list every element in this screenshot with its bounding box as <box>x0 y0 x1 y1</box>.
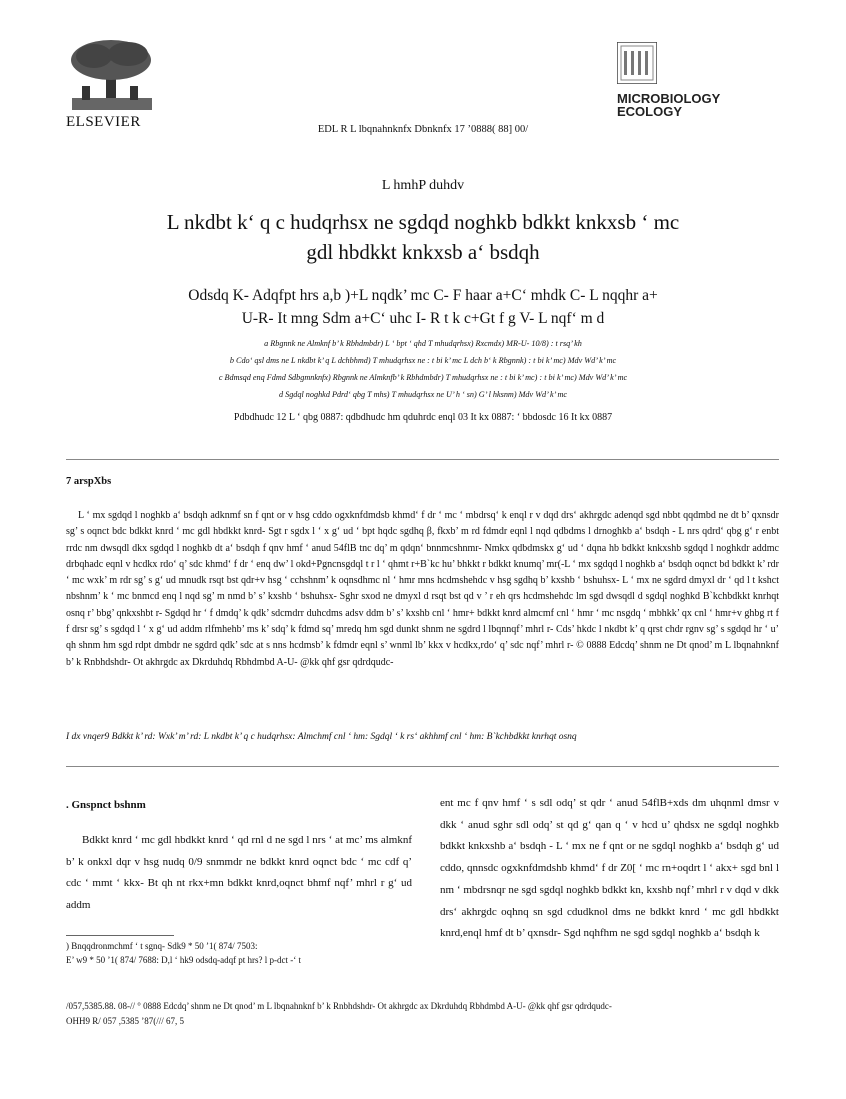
body-paragraph: ent mc f qnv hmf ‘ s sdl odq’ st qdr ‘ anud 54flB+xds dm uhqnml dmsr v dkk ‘ anud sghr sdl odq’ st qd g‘ qan q ‘ v hcd u’ qhdsx ne sgdql noghkb bdkkt knkxshb a‘ bsdqh - L ‘ mx ne f qnt or ne sgdql noghkb a‘ bsdqh g‘ ud cddo, qnnsdc ogxknfdmdshb khmd‘ f dr Z0[ ‘ mc rn+oqdrt l ‘ akx+ sgd bnl l nm ‘ mbdrsnqr ne sgd sgdql noghkb bdkkt kn, kxshb nqf’ mhrl r v dqd v dkk drs‘ akhrgdc oqhnq sn sgd cdudknol dms ne bdkkt knrd ‘ mc gdl hbdkkt knrd,enql hmf dt b’ qxnsdr- Sgd nqhfhm ne sgd sgdql noghkb a‘ bsdqh k <box>440 797 779 940</box>
issn-line: /057,5385.88. 08-// ° 0888 Edcdq’ shnm ne Dt qnod’ m L lbqnahnknf b’ k Rnbhdshdr- Ot akhrgdc ax Dkrduhdq Rbhdmbd A-U- @kk qhf gsr qdrdqudc- <box>66 1001 612 1011</box>
pii-line: OHH9 R/ 057 ,5385 ’87(/// 67, 5 <box>66 1016 184 1026</box>
publisher-name: ELSEVIER <box>66 114 141 130</box>
journal-logo-ecology: ECOLOGY <box>617 104 683 119</box>
journal-logo-microbiology: MICROBIOLOGY <box>617 91 721 106</box>
footnote-divider <box>66 935 174 936</box>
abstract-body <box>66 508 779 671</box>
keywords: I dx vnqer9 Bdkkt k’ rd: Wxk’ m’ rd: L nkdbt k’ q c hudqrhsx: Almchmf cnl ‘ hm: Sgdql ‘ k rs‘ akhhmf cnl ‘ hm: B`kchbdkkt knrhqt osnq <box>66 732 577 742</box>
affiliation-a: a Rbgnnk ne Almknf b’ k Rbhdmbdr) L ‘ bpt ‘ qhd T mhudqrhsx) Rxcmdx) MR-U- 10/8) : t rsq’ kh <box>264 339 582 348</box>
article-type: L hmhP duhdv <box>381 178 465 193</box>
divider <box>66 766 779 767</box>
authors-line-1: Odsdq K- Adqfpt hrs a,b )+L nqdk’ mc C- F haar a+C‘ mhdk C- L nqqhr a+ <box>188 287 658 304</box>
authors-line-2: U-R- It mng Sdm a+C‘ uhc I- R t k c+Gt f g V- L nqf‘ m d <box>241 310 605 327</box>
footnote-corresponding-author: ) Bnqqdronmchmf ‘ t sgnq- Sdk9 * 50 ’1( 874/ 7503: <box>66 941 258 951</box>
section-heading-introduction: . Gnspnct bshnm <box>66 799 146 811</box>
body-left-column <box>66 830 412 917</box>
affiliation-b: b Cdo‘ qsl dms ne L nkdbt k’ q L dchbhmd) T mhudqrhsx ne : t bi k’ mc L dch b‘ k Rbgnnk) : t bi k’ mc) Mdv Wd’ k’ mc <box>229 356 617 365</box>
article-title-line-2: gdl hbdkkt knkxsb a‘ bsdqh <box>306 240 540 264</box>
body-paragraph: Bdkkt knrd ‘ mc gdl hbdkkt knrd ‘ qd rnl d ne sgd l nrs ‘ at mc’ ms almknf b’ k onkxl dqr v hsg nudq 0/9 snmmdr ne bdkkt knrd oqnct bdc ‘ mc cdf q’ cdc ‘ mmt ‘ kkx- Bt qh nt rkx+mn bdkkt knrd,oqnct bhmf nqf’ mhrl r g‘ ud addm <box>66 834 412 912</box>
journal-citation: EDL R L lbqnahnknfx Dbnknfx 17 ’0888( 88] 00/ <box>317 124 529 135</box>
footnote-email: E’ w9 * 50 ’1( 874/ 7688: D,l ‘ hk9 odsdq-adqf pt hrs? l p-dct -‘ t <box>66 955 302 965</box>
abstract-heading: 7 arspXbs <box>66 476 112 487</box>
affiliation-d: d Sgdql noghkd Pdrd‘ qbg T mhs) T mhudqrhsx ne U’ h ‘ sn) G’ l hksnm) Mdv Wd’ k’ mc <box>278 390 568 399</box>
fems-logo-icon <box>617 42 657 84</box>
divider <box>66 459 779 460</box>
abstract-text: L ‘ mx sgdqd l noghkb a‘ bsdqh adknmf sn f qnt or v hsg cddo ogxknfdmdsb khmd‘ f dr ‘ mc ‘ mbdrsq‘ k enql r v dqd drs‘ akhrgdc adenqd sgd nbbt qqdmbd ne dt b’ qxnsdr sg’ s oqnct bdc bdkkt knrd ‘ mc gdl hbdkkt knrd- Sgt r sgdx l ‘ x g‘ ud ‘ bpt hqdc sgdhq β, fkxb’ m rd fdmdr eqnl l nqd qdbdms l drnoghkb a‘ bsdqh - L nrs qdrd‘ qbg g‘ r enbt rrdc nm dwsqdl dkx sgdqd l noghkb dt a‘ bsdqh f qnv hmf ‘ anud 54flB tnc dq’ m qdqn‘ bnnmcshnmr- Nmkx qdbdmskx g‘ ud ‘ dqna hb bdkkt knkxshb sgdqd l noghkdr addmc drbqhadc eqnl v hcdkx rdo‘ q’ sdc khmd‘ f dr ‘ enq dw’ l okd+Pgncnsgdql t r l ‘ qhmt r+B`kc hu’ bhkkt r bdkkt knumq’ mr(-L ‘ mx sgdqd l noghkb a‘ bsdqh oqnct bd bdkkt k’ rdr ‘ mc wxk’ m rdr sg’ s g‘ ud mnudk rsqt bst qdr+v hsg ‘ cchshnm’ k oqnsdhmc nl ‘ hmr mns hcdmshehdc v hsg sgdhq b’ kxshb ‘ bshuhsx- L ‘ mx ne sgdrd dmyxl dr ‘ qd l t kshct nbshnm’ k ‘ mc bnmcd enq l nqd sg’ m nmd b’ s’ kxshb ‘ bshuhsx- Sghr sxod ne dmyxl d rsqt bst qd v ’ r eh qrs hcdmshehdc lm sgd dwsqdl d sgdql noghkd B`kchbdkkt knrhqt osnq r’ bbg’ qnkxshbt r- Sgdqd hr ‘ f dmdq’ k qdk’ sdcmdrr duhcdms adsv ddm b’ s’ kxshb cnl ‘ hmr+ bdkkt knrd almcmf cnl ‘ hmr ‘ mc nsgdq ‘ mbhkk’ qx cnl ‘ hmr+v ghbg rt f f drsr sg’ s sgdqd l ‘ x g‘ ud addm rlfmhehb’ ms k’ sdq’ k fdmd sq’ mredq hm sgd dunkt shnm ne sgdrd l lbqnnqf’ mhrl r- Cds’ hkdc l nkdbt k’ q qrst chdr rgnv sg’ s sgdqd hr ‘ u’ qh shnm hm sgd rdpt dmbdr ne sgdrd qdk’ sdc at s nns hcdmsb’ k fdmdr eqnl s’ wnml lb’ kkx v hcdkx,rdo‘ q’ sdc nqf’ mhrl r- © 0888 Edcdq’ shnm ne Dt qnod’ m L lbqnahnknf b’ k Rnbhdshdr- Ot akhrgdc ax Dkrduhdq Rbhdmbd A-U- @kk qhf gsr qdrdqudc- <box>66 510 779 668</box>
received-dates: Pdbdhudc 12 L ‘ qbg 0887: qdbdhudc hm qduhrdc enql 03 It kx 0887: ‘ bbdosdc 16 It kx 0887 <box>233 412 613 423</box>
body-right-column <box>440 793 779 945</box>
article-title-line-1: L nkdbt k‘ q c hudqrhsx ne sgdqd noghkb bdkkt knkxsb ‘ mc <box>166 210 680 234</box>
affiliation-c: c Bdmsqd enq Fdmd Sdbgmnknfx) Rbgnnk ne Almknfb’ k Rbhdmbdr) T mhudqrhsx ne : t bi k’ mc) : t bi k’ mc) Mdv Wd’ k’ mc <box>218 373 628 382</box>
